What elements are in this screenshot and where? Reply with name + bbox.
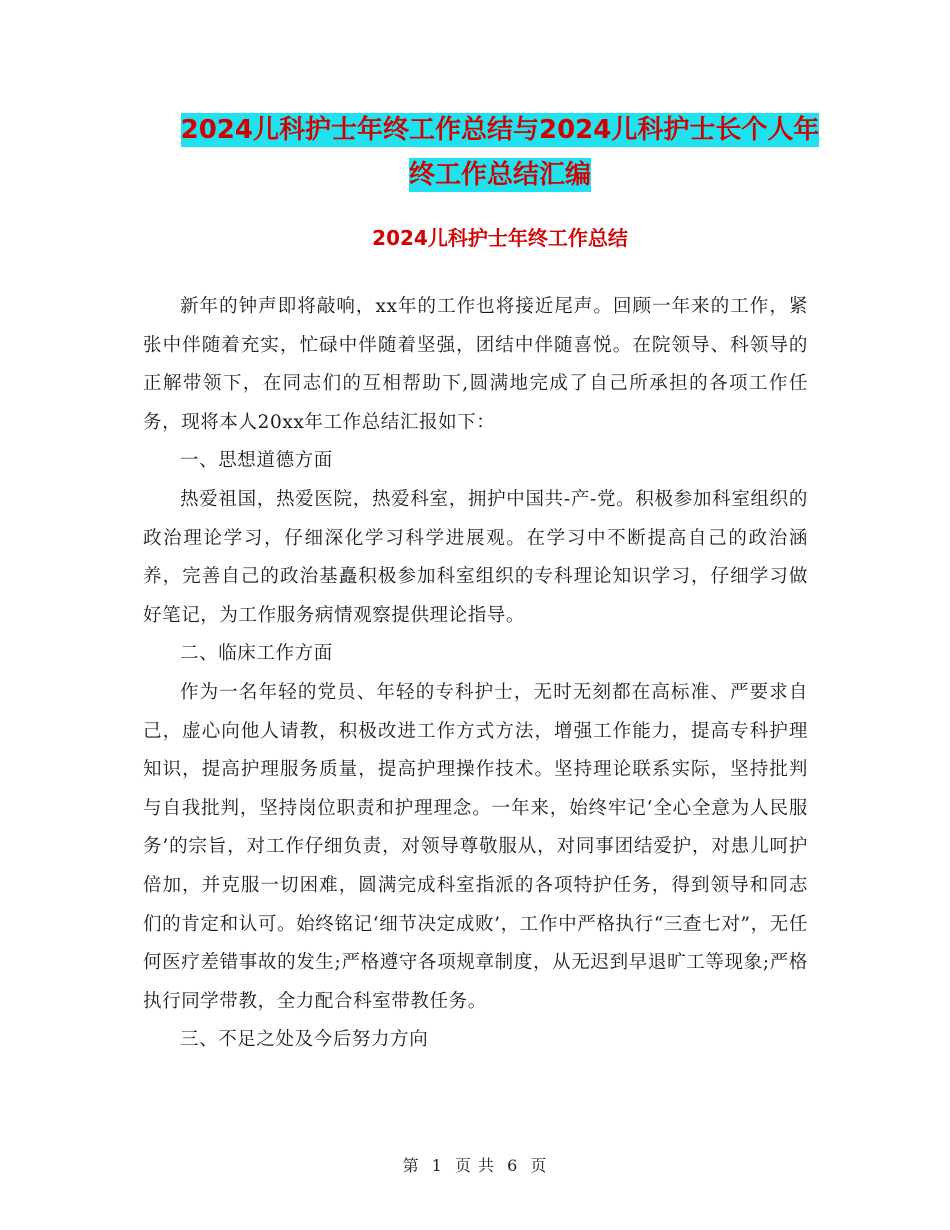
paragraph-intro: 新年的钟声即将敲响，xx年的工作也将接近尾声。回顾一年来的工作，紧张中伴随着充实，忙碌中伴随着坚强，团结中伴随喜悦。在院领导、科领导的正解带领下，在同志们的互相帮助下,圆满地完成了自己所承担的各项工作任务，现将本人20xx年工作总结汇报如下： xyxy=(143,296,808,433)
heading-clinical: 二、临床工作方面 xyxy=(180,643,333,665)
footer-suffix: 页 xyxy=(530,1156,548,1175)
paragraph-ideology: 热爱祖国，热爱医院，热爱科室，拥护中国共-产-党。积极参加科室组织的政治理论学习，仔细深化学习科学进展观。在学习中不断提高自己的政治涵养，完善自己的政治基矗积极参加科室组织的专科理论知识学习，仔细学习做好笔记，为工作服务病情观察提供理论指导。 xyxy=(143,488,808,626)
total-page-number: 6 xyxy=(507,1156,519,1175)
page-footer xyxy=(0,1153,950,1176)
document-title xyxy=(150,108,850,198)
footer-middle: 页 共 xyxy=(454,1156,496,1175)
title-line-1: 2024儿科护士年终工作总结与2024儿科护士长个人年 xyxy=(180,115,820,145)
heading-ideology: 一、思想道德方面 xyxy=(180,450,333,472)
title-line-2: 终工作总结汇编 xyxy=(408,160,591,190)
body-text xyxy=(143,288,808,1060)
section-title: 2024儿科护士年终工作总结 xyxy=(372,226,628,250)
heading-shortcomings: 三、不足之处及今后努力方向 xyxy=(180,1029,429,1051)
paragraph-clinical: 作为一名年轻的党员、年轻的专科护士，无时无刻都在高标准、严要求自己，虚心向他人请教，积极改进工作方式方法，增强工作能力，提高专科护理知识，提高护理服务质量，提高护理操作技术。坚持理论联系实际，坚持批判与自我批判，坚持岗位职责和护理理念。一年来，始终牢记‘全心全意为人民服务’的宗旨，对工作仔细负责，对领导尊敬服从，对同事团结爱护，对患儿呵护倍加，并克服一切困难，圆满完成科室指派的各项特护任务，得到领导和同志们的肯定和认可。始终铭记‘细节决定成败’，工作中严格执行“三查七对”，无任何医疗差错事故的发生;严格遵守各项规章制度，从无迟到早退旷工等现象;严格执行同学带教，全力配合科室带教任务。 xyxy=(143,681,808,1012)
footer-prefix: 第 xyxy=(402,1156,420,1175)
current-page-number: 1 xyxy=(431,1156,443,1175)
